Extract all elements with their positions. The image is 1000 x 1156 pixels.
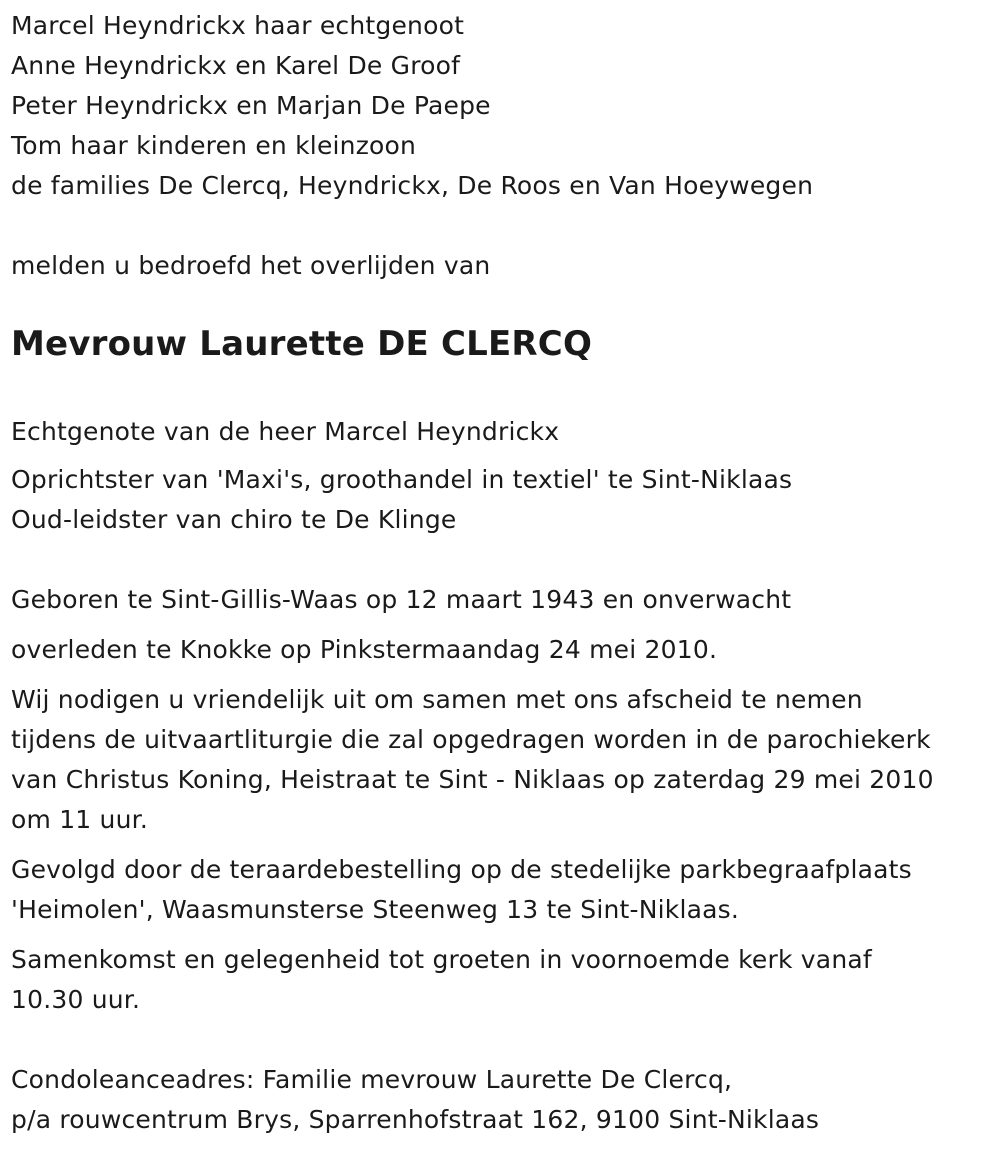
invitation-line: van Christus Koning, Heistraat te Sint - Niklaas op zaterdag 29 mei 2010	[11, 765, 934, 794]
condolence-line: p/a rouwcentrum Brys, Sparrenhofstraat 162, 9100 Sint-Niklaas	[11, 1105, 820, 1134]
spacer	[11, 620, 991, 630]
role-spouse: Echtgenote van de heer Marcel Heyndrickx	[11, 417, 560, 446]
spacer	[11, 364, 991, 412]
invitation-paragraph	[11, 680, 991, 840]
spacer	[11, 670, 991, 680]
announcement-text: melden u bedroefd het overlijden van	[11, 251, 491, 280]
family-line: Tom haar kinderen en kleinzoon	[11, 131, 417, 160]
gathering-line: Samenkomst en gelegenheid tot groeten in voornoemde kerk vanaf	[11, 945, 872, 974]
spacer	[11, 540, 991, 580]
invitation-line: Wij nodigen u vriendelijk uit om samen met ons afscheid te nemen	[11, 685, 863, 714]
burial-paragraph	[11, 850, 991, 930]
obituary-document	[11, 6, 991, 1140]
gathering-line: 10.30 uur.	[11, 985, 141, 1014]
spacer	[11, 452, 991, 460]
gathering-paragraph	[11, 940, 991, 1020]
family-line: Marcel Heyndrickx haar echtgenoot	[11, 11, 465, 40]
death-text: overleden te Knokke op Pinkstermaandag 24 mei 2010.	[11, 635, 718, 664]
burial-line: Gevolgd door de teraardebestelling op de stedelijke parkbegraafplaats	[11, 855, 912, 884]
invitation-line: om 11 uur.	[11, 805, 148, 834]
family-line: Peter Heyndrickx en Marjan De Paepe	[11, 91, 491, 120]
birth-text: Geboren te Sint-Gillis-Waas op 12 maart 1943 en onverwacht	[11, 585, 792, 614]
condolence-address	[11, 1060, 991, 1140]
condolence-line: Condoleanceadres: Familie mevrouw Laurette De Clercq,	[11, 1065, 733, 1094]
spacer	[11, 206, 991, 246]
deceased-name: Mevrouw Laurette DE CLERCQ	[11, 324, 593, 364]
invitation-line: tijdens de uitvaartliturgie die zal opgedragen worden in de parochiekerk	[11, 725, 931, 754]
spacer	[11, 286, 991, 324]
family-line: Anne Heyndrickx en Karel De Groof	[11, 51, 461, 80]
role-founder: Oprichtster van 'Maxi's, groothandel in textiel' te Sint-Niklaas	[11, 465, 793, 494]
burial-line: 'Heimolen', Waasmunsterse Steenweg 13 te Sint-Niklaas.	[11, 895, 740, 924]
family-list	[11, 6, 991, 206]
role-former-leader: Oud-leidster van chiro te De Klinge	[11, 505, 457, 534]
family-line: de families De Clercq, Heyndrickx, De Roos en Van Hoeywegen	[11, 171, 814, 200]
spacer	[11, 1020, 991, 1060]
